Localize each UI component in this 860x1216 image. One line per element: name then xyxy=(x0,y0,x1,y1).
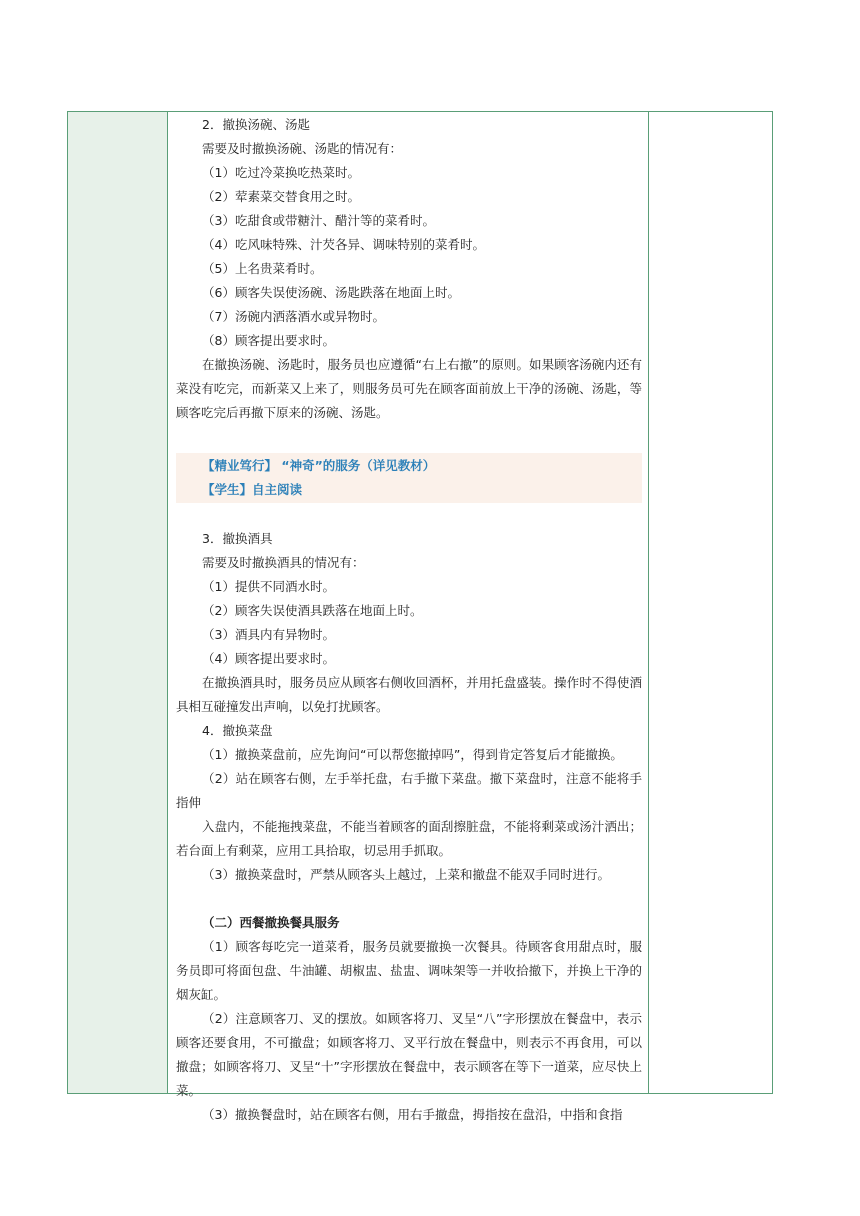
text-line: 需要及时撤换汤碗、汤匙的情况有： xyxy=(202,141,403,156)
heading-western: （二）西餐撤换餐具服务 xyxy=(202,915,340,930)
right-column xyxy=(648,112,772,1093)
list-item: （6）顾客失误使汤碗、汤匙跌落在地面上时。 xyxy=(202,285,460,300)
list-item: （1）吃过冷菜换吃热菜时。 xyxy=(202,165,360,180)
list-item: （3）酒具内有异物时。 xyxy=(202,627,335,642)
list-item: （1）提供不同酒水时。 xyxy=(202,579,335,594)
list-item: （7）汤碗内洒落酒水或异物时。 xyxy=(202,309,385,324)
list-item: （2）荤素菜交替食用之时。 xyxy=(202,189,360,204)
western-item-1: （1）顾客每吃完一道菜肴，服务员就要撤换一次餐具。待顾客食用甜点时，服务员即可将面包盘、牛油罐、胡椒盅、盐盅、调味架等一并收拾撤下，并换上干净的烟灰缸。 xyxy=(176,939,642,1002)
paragraph-soup: 在撤换汤碗、汤匙时，服务员也应遵循“右上右撤”的原则。如果顾客汤碗内还有菜没有吃完，而新菜又上来了，则服务员可先在顾客面前放上干净的汤碗、汤匙，等顾客吃完后再撤下原来的汤碗、汤匙。 xyxy=(176,357,642,420)
lesson-table xyxy=(67,111,773,1122)
list-item: （4）吃风味特殊、汁芡各异、调味特别的菜肴时。 xyxy=(202,237,485,252)
heading-wine-ware: 3．撤换酒具 xyxy=(202,531,273,546)
list-item: （4）顾客提出要求时。 xyxy=(202,651,335,666)
western-item-2: （2）注意顾客刀、叉的摆放。如顾客将刀、叉呈“八”字形摆放在餐盘中，表示顾客还要食用，不可撤盘；如顾客将刀、叉平行放在餐盘中，则表示不再食用，可以撤盘；如顾客将刀、叉呈“十”字形摆放在餐盘中，表示顾客在等下一道菜，应尽快上菜。 xyxy=(176,1011,642,1098)
heading-soup-bowl: 2．撤换汤碗、汤匙 xyxy=(202,117,310,132)
list-item: （3）吃甜食或带糖汁、醋汁等的菜肴时。 xyxy=(202,213,435,228)
list-item: （5）上名贵菜肴时。 xyxy=(202,261,323,276)
left-column xyxy=(68,112,168,1093)
plate-item-2-cont: 入盘内，不能拖拽菜盘，不能当着顾客的面刮擦脏盘，不能将剩菜或汤汁洒出；若台面上有剩菜，应用工具拾取，切忌用手抓取。 xyxy=(176,819,642,858)
list-item: （8）顾客提出要求时。 xyxy=(202,333,335,348)
heading-plate: 4．撤换菜盘 xyxy=(202,723,273,738)
plate-item-1: （1）撤换菜盘前，应先询问“可以帮您撤掉吗”，得到肯定答复后才能撤换。 xyxy=(202,747,623,762)
plate-item-3: （3）撤换菜盘时，严禁从顾客头上越过，上菜和撤盘不能双手同时进行。 xyxy=(202,867,610,882)
list-item: （2）顾客失误使酒具跌落在地面上时。 xyxy=(202,603,423,618)
callout-title: 【精业笃行】 “神奇”的服务（详见教材） xyxy=(202,458,436,473)
callout-box xyxy=(176,453,642,503)
plate-item-2: （2）站在顾客右侧，左手举托盘，右手撤下菜盘。撤下菜盘时，注意不能将手指伸 xyxy=(176,771,642,810)
paragraph-wine: 在撤换酒具时，服务员应从顾客右侧收回酒杯，并用托盘盛装。操作时不得使酒具相互碰撞发出声响，以免打扰顾客。 xyxy=(176,675,642,714)
callout-subtitle: 【学生】自主阅读 xyxy=(202,482,303,497)
western-item-3: （3）撤换餐盘时，站在顾客右侧，用右手撤盘，拇指按在盘沿，中指和食指 xyxy=(202,1107,623,1122)
text-line: 需要及时撤换酒具的情况有： xyxy=(202,555,365,570)
content-column xyxy=(176,112,642,1127)
